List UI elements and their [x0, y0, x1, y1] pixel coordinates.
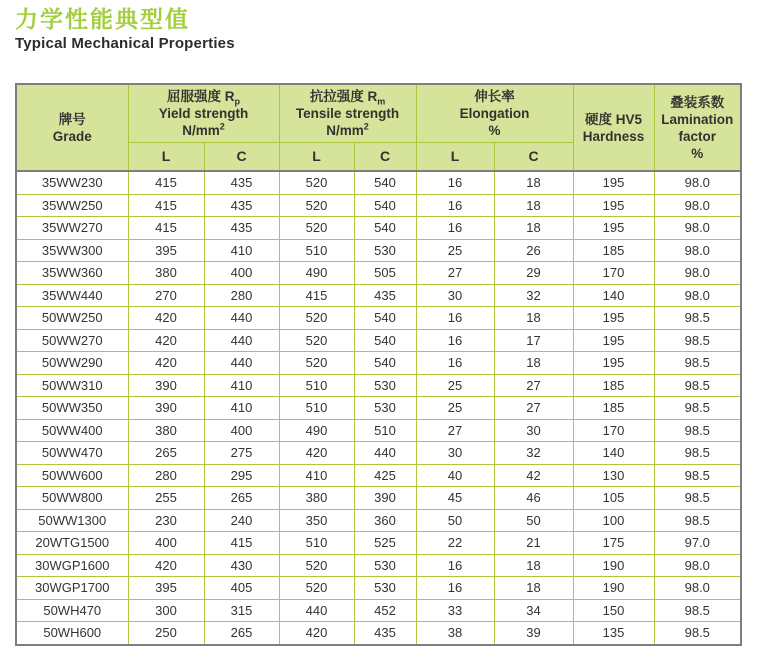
value-cell: 32 [494, 442, 573, 465]
value-cell: 505 [354, 262, 416, 285]
value-cell: 18 [494, 307, 573, 330]
value-cell: 490 [279, 262, 354, 285]
value-cell: 195 [573, 171, 654, 194]
elongation-header-en: Elongation [459, 106, 530, 121]
value-cell: 30 [494, 419, 573, 442]
value-cell: 18 [494, 217, 573, 240]
value-cell: 98.0 [654, 217, 741, 240]
grade-header-zh: 牌号 [58, 111, 86, 127]
grade-cell: 50WH470 [16, 599, 128, 622]
value-cell: 30 [416, 442, 494, 465]
table-row [16, 262, 741, 285]
page-title-en: Typical Mechanical Properties [15, 35, 235, 52]
value-cell: 540 [354, 217, 416, 240]
value-cell: 29 [494, 262, 573, 285]
table-row [16, 397, 741, 420]
value-cell: 98.0 [654, 577, 741, 600]
value-cell: 350 [279, 509, 354, 532]
value-cell: 520 [279, 352, 354, 375]
value-cell: 440 [204, 307, 279, 330]
value-cell: 420 [128, 329, 204, 352]
value-cell: 280 [204, 284, 279, 307]
value-cell: 27 [416, 262, 494, 285]
table-row [16, 509, 741, 532]
yield-zh-text: 屈服强度 R [167, 89, 235, 104]
value-cell: 300 [128, 599, 204, 622]
page-title-zh: 力学性能典型值 [15, 6, 190, 32]
value-cell: 520 [279, 217, 354, 240]
value-cell: 25 [416, 239, 494, 262]
value-cell: 530 [354, 577, 416, 600]
tensile-header-en: Tensile strength [295, 106, 400, 121]
value-cell: 540 [354, 171, 416, 194]
value-cell: 520 [279, 577, 354, 600]
value-cell: 400 [204, 262, 279, 285]
value-cell: 135 [573, 622, 654, 645]
value-cell: 18 [494, 577, 573, 600]
table-row [16, 577, 741, 600]
value-cell: 530 [354, 239, 416, 262]
grade-cell: 50WH600 [16, 622, 128, 645]
value-cell: 16 [416, 307, 494, 330]
value-cell: 98.5 [654, 509, 741, 532]
value-cell: 25 [416, 374, 494, 397]
value-cell: 22 [416, 532, 494, 555]
value-cell: 40 [416, 464, 494, 487]
yield-symbol-subscript: p [234, 96, 240, 107]
lamination-header-en2: factor [678, 128, 717, 144]
value-cell: 98.0 [654, 171, 741, 194]
value-cell: 98.5 [654, 307, 741, 330]
yield-unit-text: N/mm [182, 123, 220, 138]
value-cell: 255 [128, 487, 204, 510]
grade-cell: 30WGP1700 [16, 577, 128, 600]
table-row [16, 442, 741, 465]
header-group-row [16, 84, 741, 143]
value-cell: 415 [128, 171, 204, 194]
grade-cell: 50WW270 [16, 329, 128, 352]
grade-cell: 50WW1300 [16, 509, 128, 532]
value-cell: 435 [354, 284, 416, 307]
value-cell: 50 [416, 509, 494, 532]
yield-header-zh [129, 88, 279, 105]
value-cell: 540 [354, 352, 416, 375]
value-cell: 17 [494, 329, 573, 352]
value-cell: 98.5 [654, 374, 741, 397]
value-cell: 27 [494, 397, 573, 420]
value-cell: 18 [494, 352, 573, 375]
value-cell: 410 [204, 239, 279, 262]
tensile-header-unit [280, 122, 416, 139]
value-cell: 190 [573, 554, 654, 577]
value-cell: 18 [494, 194, 573, 217]
value-cell: 98.5 [654, 622, 741, 645]
value-cell: 520 [279, 307, 354, 330]
value-cell: 27 [494, 374, 573, 397]
value-cell: 520 [279, 329, 354, 352]
value-cell: 97.0 [654, 532, 741, 555]
value-cell: 98.0 [654, 554, 741, 577]
value-cell: 452 [354, 599, 416, 622]
value-cell: 275 [204, 442, 279, 465]
value-cell: 16 [416, 554, 494, 577]
value-cell: 16 [416, 352, 494, 375]
grade-cell: 50WW470 [16, 442, 128, 465]
grade-cell: 50WW400 [16, 419, 128, 442]
value-cell: 185 [573, 397, 654, 420]
value-cell: 435 [204, 171, 279, 194]
lamination-header-unit: % [691, 145, 704, 161]
value-cell: 16 [416, 194, 494, 217]
subheader-yield-l: L [128, 143, 204, 172]
value-cell: 540 [354, 329, 416, 352]
value-cell: 18 [494, 171, 573, 194]
value-cell: 195 [573, 329, 654, 352]
value-cell: 280 [128, 464, 204, 487]
table-row [16, 419, 741, 442]
tensile-header-zh [280, 88, 416, 105]
value-cell: 390 [128, 397, 204, 420]
value-cell: 380 [128, 419, 204, 442]
value-cell: 240 [204, 509, 279, 532]
yield-unit-superscript: 2 [219, 121, 225, 132]
value-cell: 30 [416, 284, 494, 307]
grade-cell: 35WW300 [16, 239, 128, 262]
value-cell: 440 [204, 329, 279, 352]
value-cell: 540 [354, 307, 416, 330]
value-cell: 520 [279, 554, 354, 577]
value-cell: 395 [128, 577, 204, 600]
grade-cell: 35WW440 [16, 284, 128, 307]
value-cell: 490 [279, 419, 354, 442]
table-row [16, 194, 741, 217]
value-cell: 185 [573, 239, 654, 262]
value-cell: 415 [204, 532, 279, 555]
value-cell: 410 [204, 374, 279, 397]
value-cell: 150 [573, 599, 654, 622]
table-row [16, 352, 741, 375]
grade-cell: 50WW250 [16, 307, 128, 330]
value-cell: 98.5 [654, 599, 741, 622]
value-cell: 510 [279, 532, 354, 555]
col-header-elongation [416, 84, 573, 143]
value-cell: 420 [128, 554, 204, 577]
table-row [16, 532, 741, 555]
value-cell: 400 [128, 532, 204, 555]
value-cell: 98.5 [654, 419, 741, 442]
subheader-yield-c: C [204, 143, 279, 172]
yield-header-en: Yield strength [158, 106, 249, 121]
value-cell: 98.5 [654, 464, 741, 487]
value-cell: 265 [204, 622, 279, 645]
value-cell: 415 [128, 217, 204, 240]
value-cell: 170 [573, 419, 654, 442]
value-cell: 98.5 [654, 329, 741, 352]
value-cell: 415 [279, 284, 354, 307]
value-cell: 195 [573, 217, 654, 240]
value-cell: 415 [128, 194, 204, 217]
value-cell: 390 [354, 487, 416, 510]
value-cell: 295 [204, 464, 279, 487]
table-row [16, 464, 741, 487]
value-cell: 315 [204, 599, 279, 622]
value-cell: 525 [354, 532, 416, 555]
value-cell: 100 [573, 509, 654, 532]
value-cell: 440 [204, 352, 279, 375]
value-cell: 16 [416, 577, 494, 600]
value-cell: 45 [416, 487, 494, 510]
value-cell: 435 [204, 194, 279, 217]
value-cell: 435 [204, 217, 279, 240]
value-cell: 98.0 [654, 262, 741, 285]
table-row [16, 239, 741, 262]
value-cell: 98.5 [654, 352, 741, 375]
value-cell: 440 [354, 442, 416, 465]
value-cell: 98.5 [654, 397, 741, 420]
value-cell: 27 [416, 419, 494, 442]
lamination-header-en: Lamination [661, 111, 734, 127]
value-cell: 510 [354, 419, 416, 442]
table-row [16, 374, 741, 397]
table-row [16, 487, 741, 510]
value-cell: 420 [279, 622, 354, 645]
grade-cell: 35WW230 [16, 171, 128, 194]
value-cell: 32 [494, 284, 573, 307]
value-cell: 410 [279, 464, 354, 487]
grade-cell: 50WW350 [16, 397, 128, 420]
value-cell: 530 [354, 554, 416, 577]
value-cell: 98.5 [654, 487, 741, 510]
value-cell: 420 [128, 307, 204, 330]
value-cell: 400 [204, 419, 279, 442]
value-cell: 395 [128, 239, 204, 262]
subheader-tensile-l: L [279, 143, 354, 172]
subheader-tensile-c: C [354, 143, 416, 172]
table-body [16, 171, 741, 645]
value-cell: 540 [354, 194, 416, 217]
tensile-unit-superscript: 2 [363, 121, 369, 132]
col-header-hardness [573, 84, 654, 171]
col-header-lamination [654, 84, 741, 171]
elongation-header-zh: 伸长率 [474, 89, 515, 104]
value-cell: 33 [416, 599, 494, 622]
value-cell: 405 [204, 577, 279, 600]
value-cell: 390 [128, 374, 204, 397]
value-cell: 170 [573, 262, 654, 285]
value-cell: 195 [573, 352, 654, 375]
value-cell: 185 [573, 374, 654, 397]
grade-cell: 50WW290 [16, 352, 128, 375]
value-cell: 430 [204, 554, 279, 577]
value-cell: 98.0 [654, 194, 741, 217]
value-cell: 265 [128, 442, 204, 465]
grade-cell: 35WW250 [16, 194, 128, 217]
grade-cell: 50WW600 [16, 464, 128, 487]
value-cell: 270 [128, 284, 204, 307]
tensile-unit-text: N/mm [326, 123, 364, 138]
value-cell: 230 [128, 509, 204, 532]
table-row [16, 622, 741, 645]
value-cell: 140 [573, 284, 654, 307]
value-cell: 250 [128, 622, 204, 645]
value-cell: 440 [279, 599, 354, 622]
value-cell: 380 [279, 487, 354, 510]
value-cell: 98.5 [654, 442, 741, 465]
table-row [16, 284, 741, 307]
table-row [16, 307, 741, 330]
value-cell: 530 [354, 397, 416, 420]
grade-cell: 50WW310 [16, 374, 128, 397]
value-cell: 420 [128, 352, 204, 375]
value-cell: 520 [279, 194, 354, 217]
table-row [16, 329, 741, 352]
properties-table [15, 83, 742, 646]
table-row [16, 554, 741, 577]
value-cell: 21 [494, 532, 573, 555]
value-cell: 520 [279, 171, 354, 194]
tensile-symbol-subscript: m [377, 96, 386, 107]
value-cell: 34 [494, 599, 573, 622]
value-cell: 425 [354, 464, 416, 487]
value-cell: 98.0 [654, 239, 741, 262]
value-cell: 530 [354, 374, 416, 397]
grade-cell: 50WW800 [16, 487, 128, 510]
grade-cell: 35WW270 [16, 217, 128, 240]
table-header [16, 84, 741, 171]
value-cell: 190 [573, 577, 654, 600]
value-cell: 50 [494, 509, 573, 532]
value-cell: 435 [354, 622, 416, 645]
value-cell: 195 [573, 307, 654, 330]
value-cell: 18 [494, 554, 573, 577]
value-cell: 105 [573, 487, 654, 510]
subheader-elongation-l: L [416, 143, 494, 172]
elongation-header-unit: % [488, 123, 501, 138]
value-cell: 360 [354, 509, 416, 532]
grade-cell: 20WTG1500 [16, 532, 128, 555]
value-cell: 510 [279, 374, 354, 397]
value-cell: 175 [573, 532, 654, 555]
subheader-elongation-c: C [494, 143, 573, 172]
value-cell: 195 [573, 194, 654, 217]
value-cell: 26 [494, 239, 573, 262]
value-cell: 25 [416, 397, 494, 420]
value-cell: 46 [494, 487, 573, 510]
table-row [16, 599, 741, 622]
grade-cell: 35WW360 [16, 262, 128, 285]
col-header-yield [128, 84, 279, 143]
value-cell: 265 [204, 487, 279, 510]
grade-cell: 30WGP1600 [16, 554, 128, 577]
hardness-header-zh: 硬度 HV5 [585, 111, 643, 127]
value-cell: 16 [416, 329, 494, 352]
value-cell: 16 [416, 171, 494, 194]
value-cell: 42 [494, 464, 573, 487]
value-cell: 510 [279, 397, 354, 420]
value-cell: 39 [494, 622, 573, 645]
value-cell: 38 [416, 622, 494, 645]
grade-header-en: Grade [52, 128, 92, 144]
value-cell: 420 [279, 442, 354, 465]
table-row [16, 171, 741, 194]
col-header-tensile [279, 84, 416, 143]
yield-header-unit [129, 122, 279, 139]
lamination-header-zh: 叠装系数 [670, 94, 725, 110]
table-row [16, 217, 741, 240]
value-cell: 410 [204, 397, 279, 420]
value-cell: 510 [279, 239, 354, 262]
tensile-zh-text: 抗拉强度 R [309, 89, 378, 104]
value-cell: 130 [573, 464, 654, 487]
value-cell: 380 [128, 262, 204, 285]
value-cell: 16 [416, 217, 494, 240]
col-header-grade [16, 84, 128, 171]
value-cell: 98.0 [654, 284, 741, 307]
hardness-header-en: Hardness [582, 128, 645, 144]
value-cell: 140 [573, 442, 654, 465]
